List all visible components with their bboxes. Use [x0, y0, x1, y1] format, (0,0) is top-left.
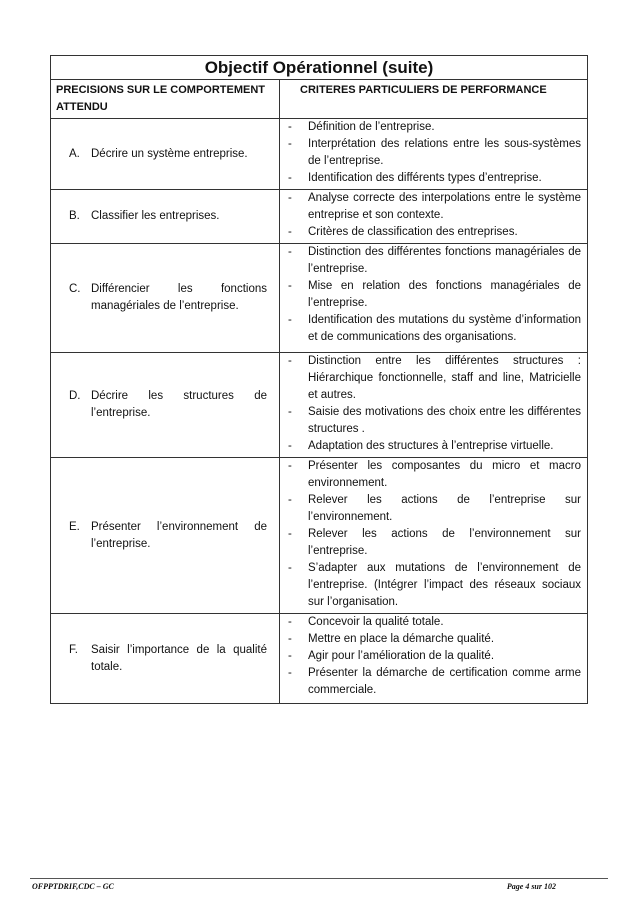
objective-text: Saisir l’importance de la qualité totale.	[91, 643, 267, 673]
objective-letter: C.	[69, 283, 81, 295]
criterion-item: - Relever les actions de l’entreprise sur l’environnement.	[288, 494, 581, 523]
table-row	[51, 458, 588, 614]
criterion-item: - Mettre en place la démarche qualité.	[288, 633, 495, 645]
objective-text: Décrire les structures de l’entreprise.	[91, 390, 267, 419]
table-row	[51, 190, 588, 244]
criterion-item: - Critères de classification des entreprises.	[288, 226, 518, 238]
objective-text: Décrire un système entreprise.	[91, 147, 248, 160]
criterion-item: - Adaptation des structures à l’entreprise virtuelle.	[288, 440, 554, 452]
criterion-item: - Présenter les composantes du micro et macro environnement.	[288, 460, 581, 489]
objective-text: Classifier les entreprises.	[91, 210, 220, 222]
criterion-item: - Concevoir la qualité totale.	[288, 616, 444, 628]
table-row	[51, 119, 588, 190]
criterion-item: - Interprétation des relations entre les sous-systèmes de l’entreprise.	[288, 138, 581, 167]
criterion-item: - Agir pour l’amélioration de la qualité.	[288, 650, 495, 662]
objective-text: Présenter l’environnement de l’entreprise.	[91, 520, 267, 550]
criterion-item: - Relever les actions de l’environnement sur l’entreprise.	[288, 528, 581, 557]
header-behavior: PRECISIONS SUR LE COMPORTEMENT ATTENDU	[51, 80, 280, 119]
header-criteria: CRITERES PARTICULIERS DE PERFORMANCE	[280, 80, 588, 119]
criterion-item: - Distinction entre les différentes structures : Hiérarchique fonctionnelle, staff and line, Matricielle et autres.	[288, 355, 581, 401]
criterion-item: - Saisie des motivations des choix entre les différentes structures .	[288, 406, 581, 435]
objectives-table	[50, 55, 588, 704]
objective-letter: E.	[69, 520, 80, 533]
table-title: Objectif Opérationnel (suite)	[51, 56, 588, 80]
footer-document-ref: OFPPTDRIF,CDC – GC	[32, 882, 114, 891]
footer-divider	[30, 878, 608, 879]
criterion-item: - Analyse correcte des interpolations entre le système entreprise et son contexte.	[288, 192, 581, 221]
objective-letter: A.	[69, 147, 80, 160]
criterion-item: - Mise en relation des fonctions managériales de l’entreprise.	[288, 280, 581, 309]
objective-letter: F.	[69, 643, 78, 656]
criterion-item: - Identification des différents types d’entreprise.	[288, 172, 542, 184]
criterion-item: - Distinction des différentes fonctions managériales de l’entreprise.	[288, 246, 581, 275]
objective-letter: D.	[69, 390, 81, 402]
criterion-item: - Présenter la démarche de certification comme arme commerciale.	[288, 667, 581, 696]
objective-letter: B.	[69, 210, 80, 222]
table-row	[51, 353, 588, 458]
criterion-item: - Identification des mutations du système d’information et de communications des organisations.	[288, 314, 581, 343]
footer-page-number: Page 4 sur 102	[506, 882, 556, 891]
table-row	[51, 614, 588, 704]
criterion-item: - Définition de l’entreprise.	[288, 121, 435, 133]
table-row	[51, 244, 588, 353]
objective-text: Différencier les fonctions managériales de l’entreprise.	[91, 283, 267, 312]
criterion-item: - S’adapter aux mutations de l’environnement de l’entreprise. (Intégrer l’impact des réseaux sociaux sur l’organisation.	[288, 562, 581, 608]
